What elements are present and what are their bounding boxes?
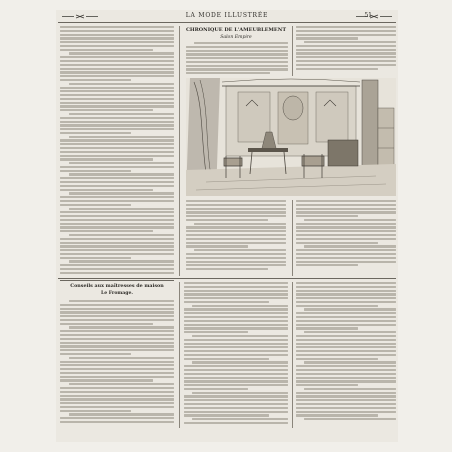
decor-article-subtitle: Salon Empire	[220, 35, 252, 40]
salon-empire-illustration	[186, 78, 396, 196]
column-divider-right	[292, 26, 293, 76]
column-divider-bottom-1	[179, 282, 180, 428]
decor-article-intro	[186, 42, 288, 76]
home-article-subtitle: Le Fromage.	[101, 291, 133, 296]
ornament-right-icon	[354, 14, 394, 19]
column-divider-top	[179, 26, 180, 276]
decor-article-title: CHRONIQUE DE L'AMEUBLEMENT	[185, 27, 287, 33]
home-article-col-1	[60, 300, 174, 428]
section-rule	[58, 278, 396, 279]
decor-article-body-right	[296, 200, 396, 276]
page-header	[56, 10, 398, 24]
home-article-title: Conseils aux maîtresses de maison	[70, 283, 164, 289]
journal-title: LA MODE ILLUSTRÉE	[185, 12, 269, 19]
newspaper-page	[56, 10, 398, 442]
column-divider-bottom-2	[292, 282, 293, 428]
right-column-intro	[296, 26, 396, 76]
left-column-story	[60, 26, 174, 276]
column-divider-right-lower	[292, 200, 293, 276]
home-article-col-3	[296, 282, 396, 428]
home-article-col-2	[184, 282, 288, 428]
page-number: 51	[364, 12, 372, 19]
section-rule-left	[60, 280, 174, 281]
header-rule	[58, 22, 396, 23]
decor-article-body	[186, 200, 286, 276]
